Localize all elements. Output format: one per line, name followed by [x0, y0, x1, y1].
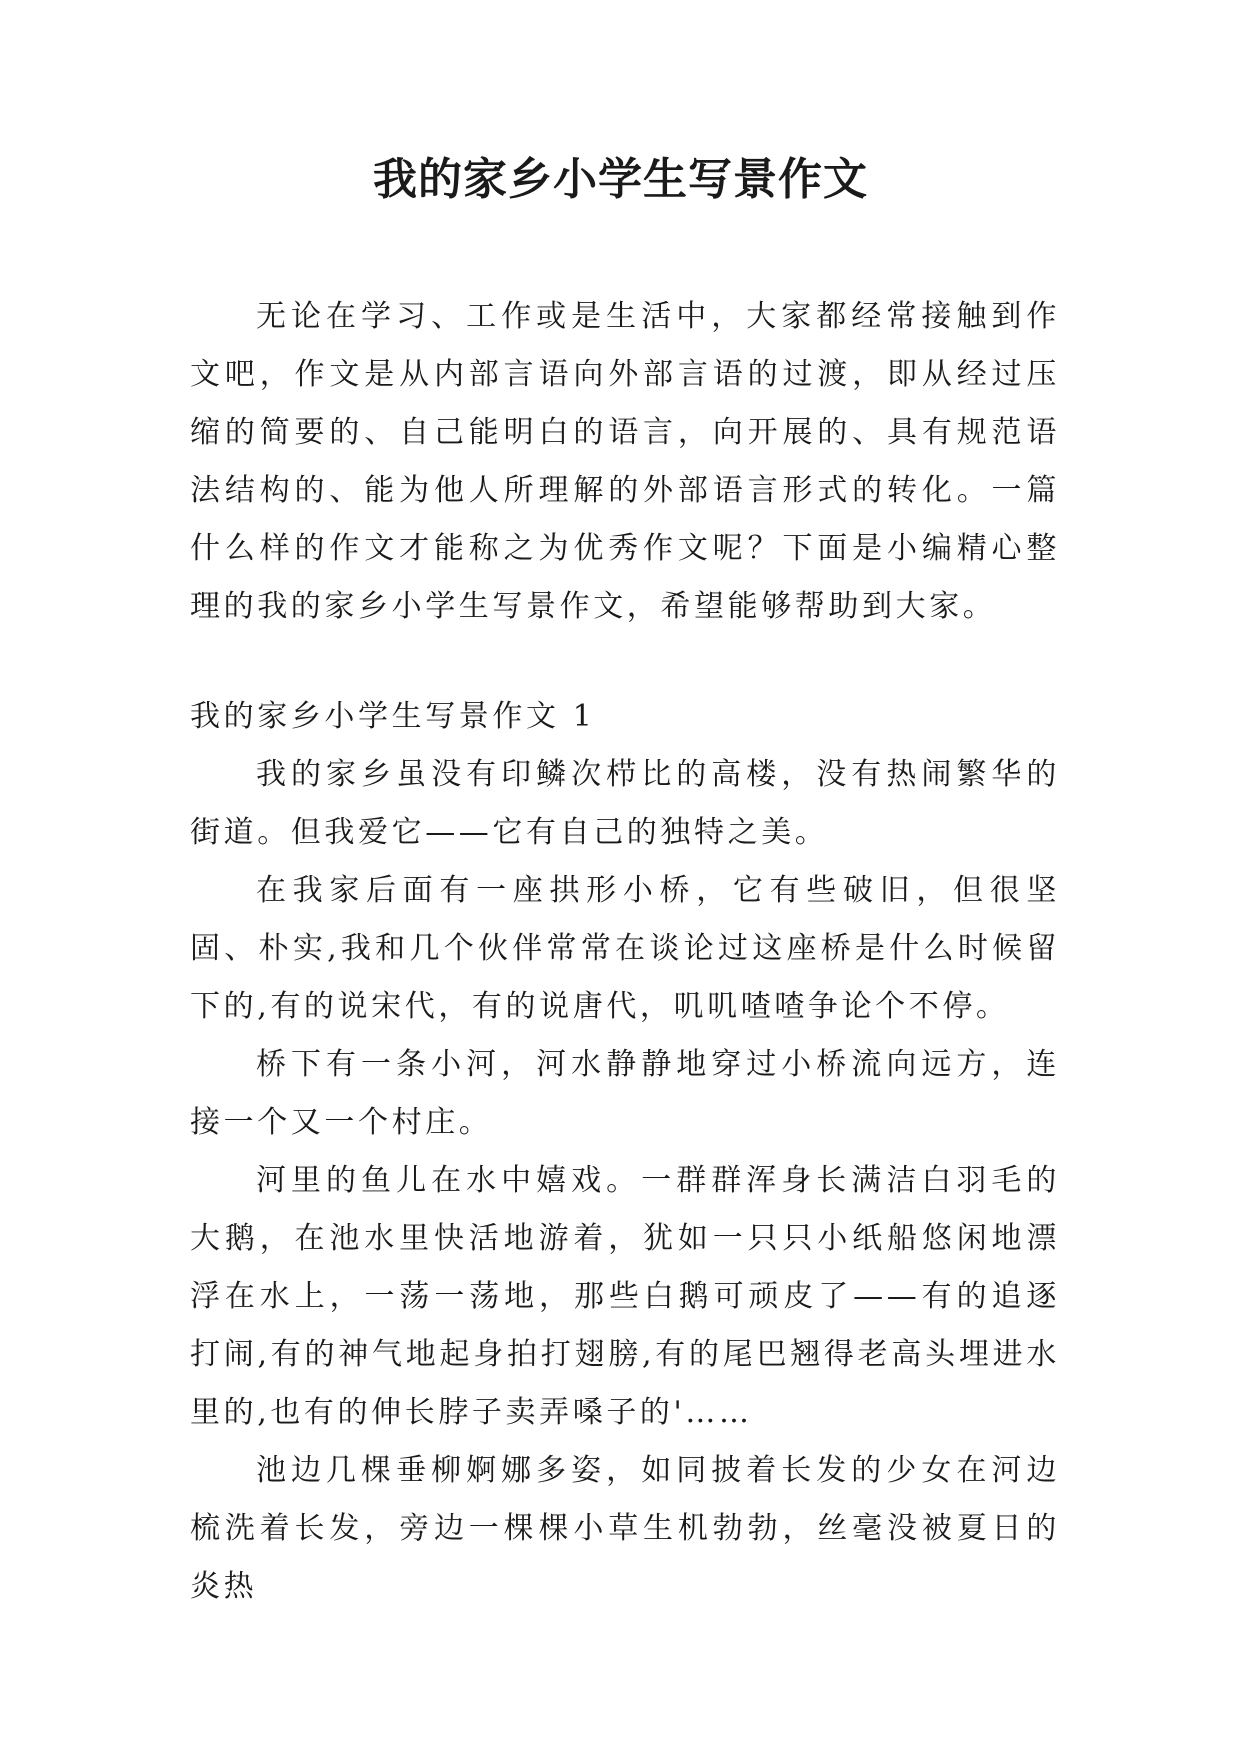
- intro-paragraph: 无论在学习、工作或是生活中，大家都经常接触到作文吧，作文是从内部言语向外部言语的过渡，即从经过压缩的简要的、自己能明白的语言，向开展的、具有规范语法结构的、能为他人所理解的外部语言形式的转化。一篇什么样的作文才能称之为优秀作文呢？下面是小编精心整理的我的家乡小学生写景作文，希望能够帮助到大家。: [190, 299, 1060, 624]
- body-paragraph: 在我家后面有一座拱形小桥，它有些破旧，但很坚固、朴实,我和几个伙伴常常在谈论过这座桥是什么时候留下的,有的说宋代，有的说唐代，叽叽喳喳争论个不停。: [190, 873, 1060, 1024]
- section-heading: 我的家乡小学生写景作文 1: [190, 699, 596, 734]
- document-title: 我的家乡小学生写景作文: [373, 154, 868, 205]
- body-paragraph: 河里的鱼儿在水中嬉戏。一群群浑身长满洁白羽毛的大鹅，在池水里快活地游着，犹如一只只小纸船悠闲地漂浮在水上，一荡一荡地，那些白鹅可顽皮了——有的追逐打闹,有的神气地起身拍打翅膀,有的尾巴翘得老高头埋进水里的,也有的伸长脖子卖弄嗓子的'……: [190, 1163, 1060, 1430]
- body-paragraph: 桥下有一条小河，河水静静地穿过小桥流向远方，连接一个又一个村庄。: [190, 1047, 1060, 1140]
- body-paragraph: 我的家乡虽没有印鳞次栉比的高楼，没有热闹繁华的街道。但我爱它——它有自己的独特之美。: [190, 757, 1060, 850]
- body-paragraph: 池边几棵垂柳婀娜多姿，如同披着长发的少女在河边梳洗着长发，旁边一棵棵小草生机勃勃，丝毫没被夏日的炎热: [190, 1453, 1060, 1604]
- document-body: [190, 288, 1060, 1616]
